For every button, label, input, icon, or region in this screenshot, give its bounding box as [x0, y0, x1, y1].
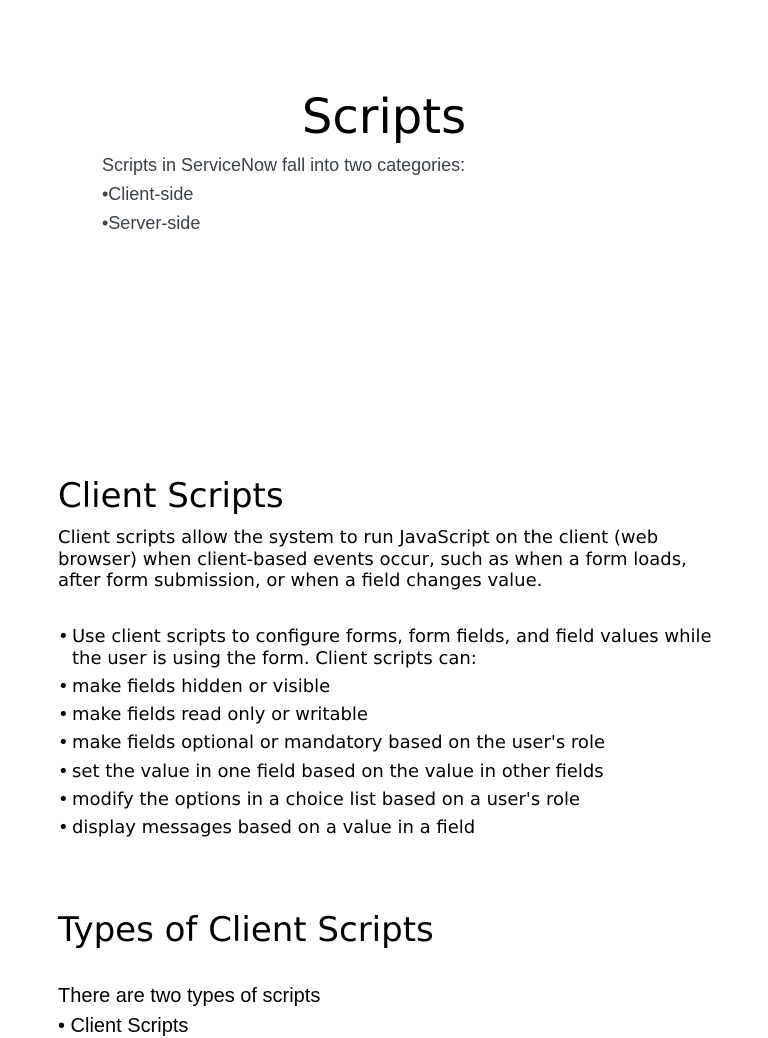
types-intro-text: There are two types of scripts: [58, 985, 321, 1007]
list-item: [58, 704, 728, 726]
list-item: [58, 817, 728, 839]
scripts-intro-block: [102, 154, 465, 241]
list-item-text: display messages based on a value in a field: [72, 817, 476, 839]
bullet-marker: •: [58, 626, 69, 647]
list-item: [58, 676, 728, 698]
client-scripts-bullet-list: [58, 626, 728, 846]
page-title: Scripts: [301, 89, 467, 145]
bullet-marker: •: [58, 788, 69, 810]
types-item-client-scripts: • Client Scripts: [58, 1015, 189, 1037]
list-item: [58, 761, 728, 783]
list-item-text: Use client scripts to configure forms, form fields, and field values while the user is using the form. Client scripts can:: [72, 626, 712, 669]
list-item-text: modify the options in a choice list based on a user's role: [72, 788, 581, 810]
scripts-intro-text: Scripts in ServiceNow fall into two categories:: [102, 155, 466, 175]
category-item-server-side: •Server-side: [102, 213, 201, 233]
list-item-text: make fields optional or mandatory based on the user's role: [72, 732, 606, 754]
list-item: [58, 789, 728, 811]
bullet-marker: •: [58, 732, 69, 754]
category-item-client-side: •Client-side: [102, 184, 194, 204]
list-item-text: set the value in one field based on the value in other fields: [72, 760, 604, 782]
list-item-text: make fields read only or writable: [72, 704, 368, 726]
bullet-marker: •: [58, 704, 69, 726]
list-item: [58, 732, 728, 754]
bullet-marker: •: [58, 675, 69, 697]
client-scripts-heading: Client Scripts: [58, 476, 284, 516]
list-item-text: make fields hidden or visible: [72, 675, 331, 697]
types-of-client-scripts-heading: Types of Client Scripts: [58, 910, 434, 950]
bullet-marker: •: [58, 817, 69, 839]
list-item: [58, 626, 728, 669]
bullet-marker: •: [58, 760, 69, 782]
client-scripts-description: Client scripts allow the system to run JavaScript on the client (web browser) when client-based events occur, such as when a form loads, after form submission, or when a field changes value.: [58, 527, 687, 591]
